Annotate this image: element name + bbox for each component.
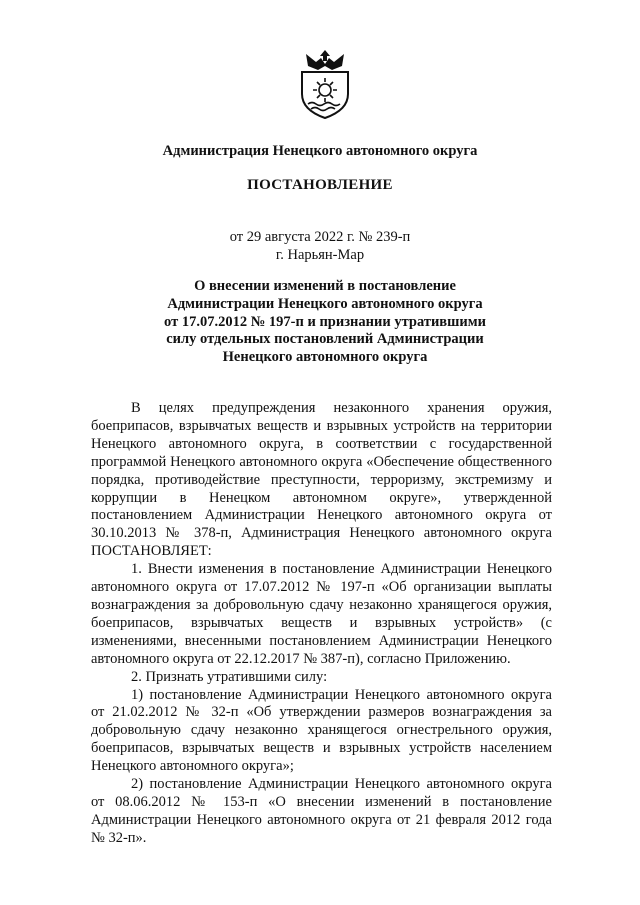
clause-2-item-2-paragraph: 2) постановление Администрации Ненецкого автономного округа от 08.06.2012 № 153-п «О внесении изменений в постановление Администрации Ненецкого автономного округа от 21 февраля 2012 года № 32-п». [91, 776, 552, 846]
document-body [91, 400, 552, 848]
title-line: Ненецкого автономного округа [222, 349, 428, 366]
document-title [150, 278, 500, 367]
organization-name: Администрация Ненецкого автономного округа [162, 143, 478, 159]
title-line: от 17.07.2012 № 197-п и признании утратившими [164, 313, 486, 330]
clause-2-item-1-paragraph: 1) постановление Администрации Ненецкого автономного округа от 21.02.2012 № 32-п «Об утверждении размеров вознаграждения за добровольную сдачу незаконно хранящегося огнестрельного оружия, боеприпасов, взрывчатых веществ и взрывных устройств населением Ненецкого автономного округа»; [91, 686, 552, 775]
document-type: ПОСТАНОВЛЕНИЕ [247, 177, 393, 193]
clause-2-paragraph: 2. Признать утратившими силу: [131, 668, 328, 685]
coat-of-arms-icon [294, 48, 356, 120]
title-line: Администрации Ненецкого автономного округа [167, 295, 483, 312]
document-date-number: от 29 августа 2022 г. № 239-п [229, 229, 411, 245]
preamble-paragraph: В целях предупреждения незаконного хранения оружия, боеприпасов, взрывчатых веществ и взрывных устройств на территории Ненецкого автономного округа, в соответствии с государственной программой Ненецкого автономного округа «Обеспечение общественного порядка, противодействие преступности, терроризму, экстремизму и коррупции в Ненецком автономном округе», утвержденной постановлением Администрации Ненецкого автономного округа от 30.10.2013 № 378-п, Администрация Ненецкого автономного округа ПОСТАНОВЛЯЕТ: [91, 400, 552, 560]
document-city: г. Нарьян-Мар [275, 247, 365, 263]
title-line: силу отдельных постановлений Администрации [166, 331, 484, 348]
clause-1-paragraph: 1. Внести изменения в постановление Администрации Ненецкого автономного округа от 17.07.2012 № 197-п «Об организации выплаты вознаграждения за добровольную сдачу незаконно хранящегося оружия, боеприпасов, взрывчатых веществ и взрывных устройств» (с изменениями, внесенными постановлением Администрации Ненецкого автономного округа от 22.12.2017 № 387-п), согласно Приложению. [91, 561, 552, 667]
title-line: О внесении изменений в постановление [194, 278, 456, 294]
